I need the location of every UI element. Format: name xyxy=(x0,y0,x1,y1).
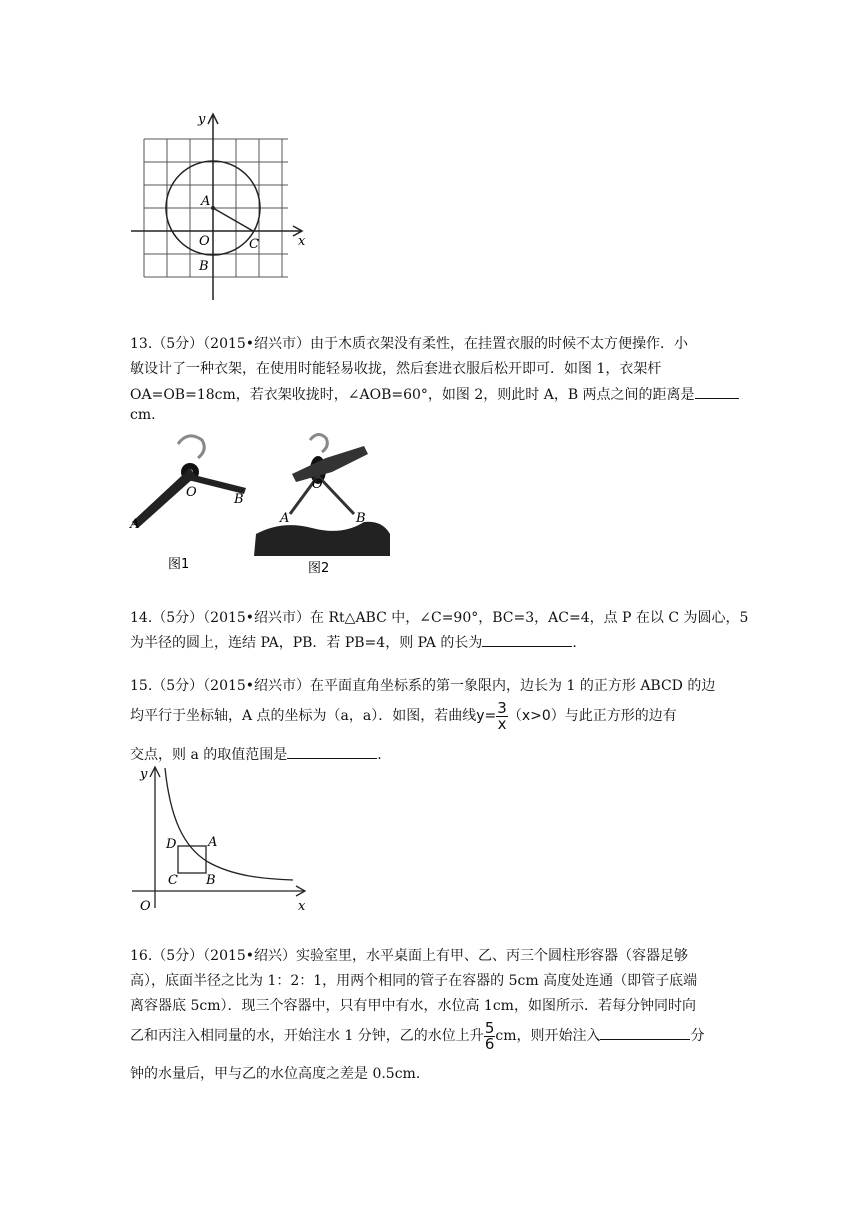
point-a-label: A xyxy=(201,194,211,209)
curve-formula xyxy=(476,698,565,733)
formula-numerator: 3 xyxy=(497,698,507,717)
q15-line2 xyxy=(130,700,677,732)
q16-answer-blank[interactable] xyxy=(600,1025,690,1040)
point-b-label: B xyxy=(199,259,209,274)
fig2-caption: 图2 xyxy=(308,561,330,576)
formula-condition: （x>0） xyxy=(507,708,565,724)
q14-line2-end: . xyxy=(572,635,577,651)
q16-line4-end: 分 xyxy=(690,1028,705,1044)
q15-x-axis-label: x xyxy=(298,899,306,914)
q14-line1: 14.（5分）（2015•绍兴市）在 Rt△ABC 中，∠C=90°，BC=3，AC=4，点 P 在以 C 为圆心，5 xyxy=(130,610,749,626)
q16-line1: 16.（5分）（2015•绍兴）实验室里，水平桌面上有甲、乙、丙三个圆柱形容器（容器足够 xyxy=(130,948,689,964)
hyperbola-square-figure xyxy=(128,762,313,917)
fig2-label-b: B xyxy=(356,511,366,526)
point-o-label: O xyxy=(199,234,210,249)
q15-point-b-label: B xyxy=(206,873,216,888)
q16-fraction-den: 6 xyxy=(484,1034,495,1053)
formula-fraction xyxy=(496,698,508,733)
q14-line2 xyxy=(130,632,577,653)
q15-line3-text: 交点，则 a 的取值范围是 xyxy=(130,747,288,763)
formula-denominator: x xyxy=(497,714,507,733)
fig2-label-o: O xyxy=(312,477,323,492)
q16-line5: 钟的水量后，甲与乙的水位高度之差是 0.5cm. xyxy=(130,1066,421,1082)
y-axis-label: y xyxy=(198,112,206,127)
q15-line2-end: 与此正方形的边有 xyxy=(564,708,677,724)
q16-fraction-num: 5 xyxy=(484,1018,495,1037)
q15-line3-end: . xyxy=(377,747,382,763)
q15-y-axis-label: y xyxy=(140,767,148,782)
q15-line1: 15.（5分）（2015•绍兴市）在平面直角坐标系的第一象限内，边长为 1 的正方形 ABCD 的边 xyxy=(130,678,716,694)
q13-line1: 13.（5分）（2015•绍兴市）由于木质衣架没有柔性，在挂置衣服的时候不太方便操作．小 xyxy=(130,336,689,352)
x-axis-label: x xyxy=(298,234,306,249)
q16-line4 xyxy=(130,1018,704,1054)
q14-answer-blank[interactable] xyxy=(482,632,572,647)
fig1-caption: 图1 xyxy=(168,557,190,572)
q13-line3-text: OA=OB=18cm，若衣架收拢时，∠AOB=60°，如图 2，则此时 A，B 两点之间的距离是 xyxy=(130,387,695,403)
q14-line2-text: 为半径的圆上，连结 PA，PB．若 PB=4，则 PA 的长为 xyxy=(130,635,483,651)
q13-answer-blank[interactable] xyxy=(695,384,739,399)
circle-grid-figure xyxy=(128,105,313,305)
hanger-figure-2 xyxy=(252,428,397,578)
q13-line4: cm. xyxy=(130,407,156,423)
q16-fraction xyxy=(484,1018,496,1053)
formula-lhs: y= xyxy=(476,708,497,724)
q13-line3 xyxy=(130,384,739,405)
q16-line4-mid: cm，则开始注入 xyxy=(495,1028,601,1044)
q16-line3: 离容器底 5cm）．现三个容器中，只有甲中有水，水位高 1cm，如图所示．若每分钟同时向 xyxy=(130,998,696,1014)
fig1-label-a: A xyxy=(130,517,140,532)
q15-point-a-label: A xyxy=(208,835,218,850)
fig1-label-b: B xyxy=(234,492,244,507)
q15-line2-text: 均平行于坐标轴，A 点的坐标为（a，a）．如图，若曲线 xyxy=(130,708,477,724)
fig2-label-a: A xyxy=(280,511,290,526)
q16-line2: 高），底面半径之比为 1：2：1，用两个相同的管子在容器的 5cm 高度处连通（即管子底端 xyxy=(130,973,698,989)
point-c-label: C xyxy=(249,237,259,252)
q15-point-d-label: D xyxy=(166,837,177,852)
q15-point-c-label: C xyxy=(168,873,178,888)
fig1-label-o: O xyxy=(186,485,197,500)
q15-origin-label: O xyxy=(140,899,151,914)
hanger-figure-1 xyxy=(128,428,258,578)
q15-answer-blank[interactable] xyxy=(287,744,377,759)
q16-line4-text: 乙和丙注入相同量的水，开始注水 1 分钟，乙的水位上升 xyxy=(130,1028,484,1044)
q13-line2: 敏设计了一种衣架，在使用时能轻易收拢，然后套进衣服后松开即可．如图 1，衣架杆 xyxy=(130,361,662,377)
